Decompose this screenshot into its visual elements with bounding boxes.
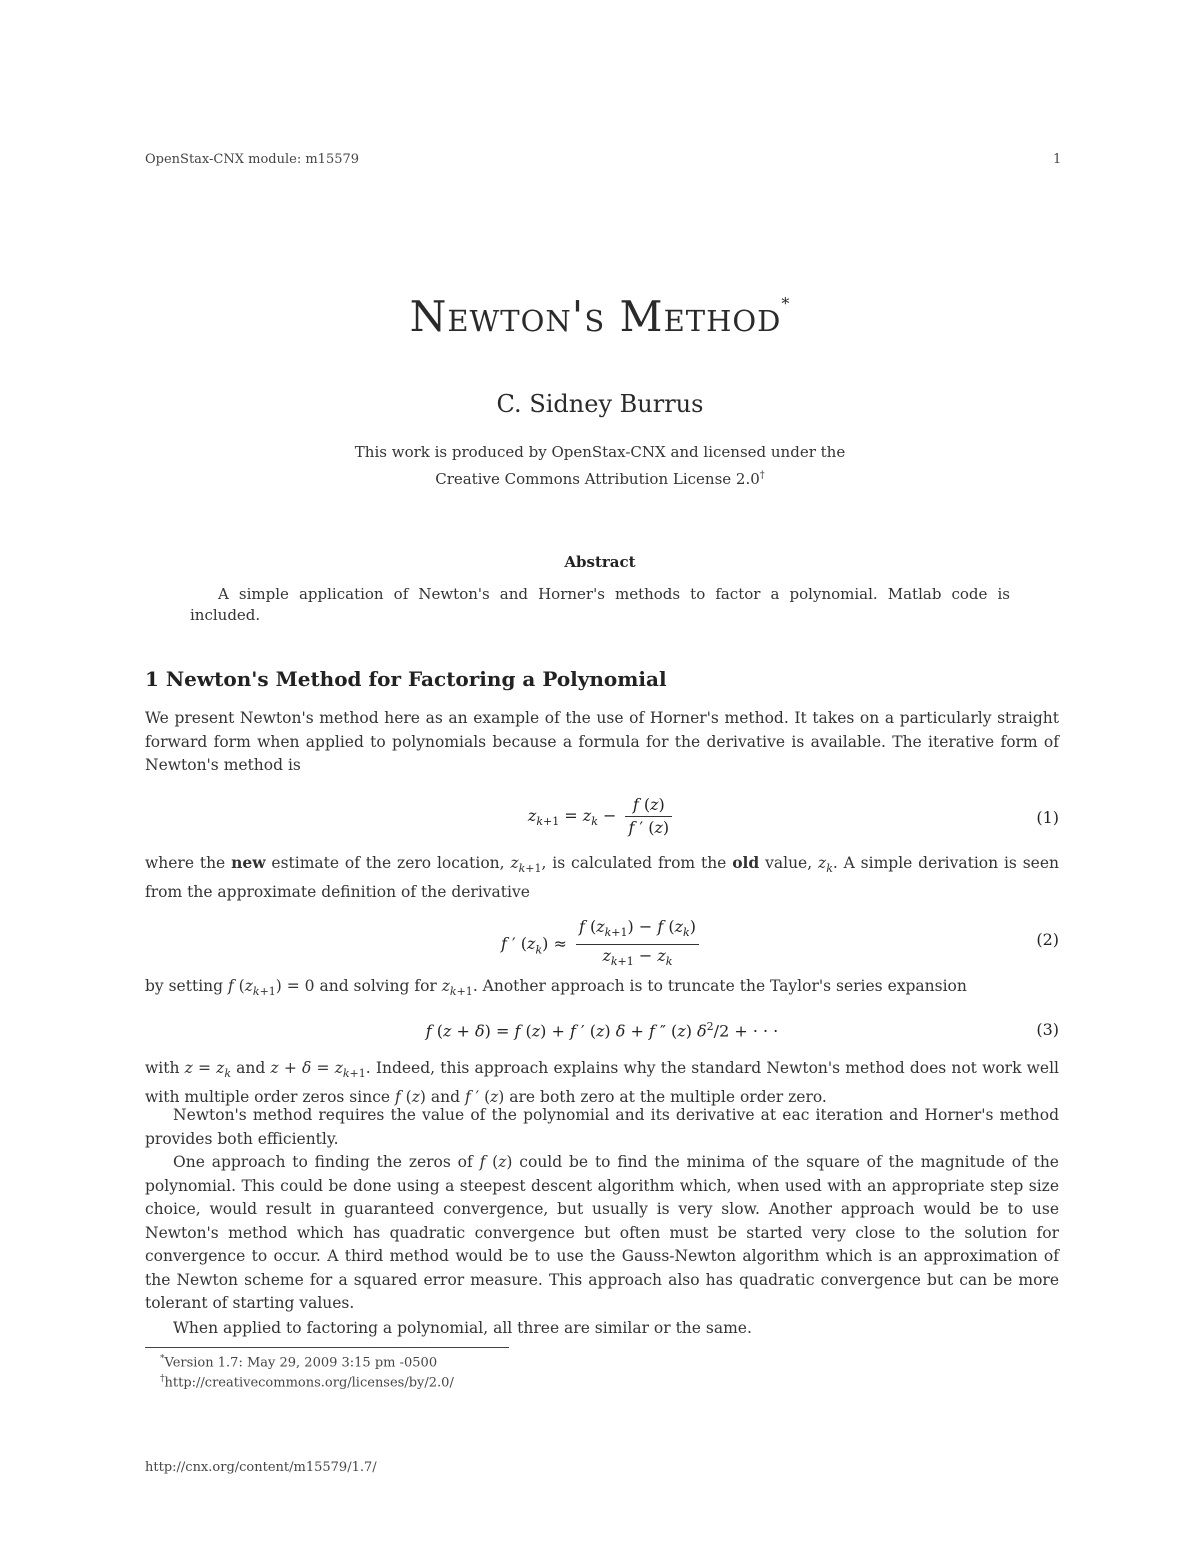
equation-2-formula: f ′ $(z_k)$ ≈ $\frac{f (z_{k+1}) - f (z_k)}{z_{k+1} - z_k}$ xyxy=(145,916,1059,973)
paragraph-7: When applied to factoring a polynomial, all three are similar or the same. xyxy=(173,1319,752,1337)
running-header-module: OpenStax-CNX module: m15579 xyxy=(145,152,360,167)
author: C. Sidney Burrus xyxy=(496,390,704,418)
paragraph-3: by setting f $(z_{k+1}) = 0$ and solving for $z_{k+1}$. Another approach is to truncate the Taylor's series expansion xyxy=(145,977,967,999)
footnote-2 xyxy=(160,1374,454,1390)
equation-2-number: (2) xyxy=(1036,930,1059,949)
equation-3 xyxy=(145,1020,1059,1050)
footnote-2-link[interactable]: http://creativecommons.org/licenses/by/2.0/ xyxy=(164,1375,454,1391)
equation-1 xyxy=(145,792,1059,852)
license-notice xyxy=(0,441,1200,491)
license-line-2: Creative Commons Attribution License 2.0† xyxy=(435,470,765,488)
equation-3-number: (3) xyxy=(1036,1020,1059,1039)
paragraph-5: Newton's method requires the value of the polynomial and its derivative at eac iteration and Horner's method provides both efficiently. xyxy=(145,1106,1059,1148)
paragraph-1: We present Newton's method here as an example of the use of Horner's method. It takes on a particularly straight forward form when applied to polynomials because a formula for the derivative is available. The iterative form of Newton's method is xyxy=(145,709,1059,774)
title-footnote-mark: * xyxy=(781,294,791,313)
footnote-rule xyxy=(145,1347,509,1348)
equation-1-number: (1) xyxy=(1036,808,1059,827)
paragraph-4: with $z = z_k$ and $z + \delta = z_{k+1}$. Indeed, this approach explains why the standard Newton's method does not work well with multiple order zeros since f (z) and f ′ (z) are both zero at the multiple order zero. xyxy=(145,1059,1060,1106)
paragraph-2: where the new estimate of the zero location, $z_{k+1}$, is calculated from the old value, $z_k$. A simple derivation is seen from the approximate definition of the derivative xyxy=(145,853,1060,901)
license-footnote-mark: † xyxy=(759,470,765,481)
equation-3-formula: f (z + δ) = f (z) + f ′ (z) δ + f ″ (z) $\delta^2/2$ + · · · xyxy=(425,1020,779,1041)
section-heading xyxy=(145,667,667,691)
equation-1-formula: $z_{k+1} = z_k$ − $\frac{f (z)}{f ' (z)}$ xyxy=(145,794,1059,839)
footnote-1-mark: * xyxy=(160,1354,165,1364)
document-title xyxy=(0,292,1200,341)
license-line-1: This work is produced by OpenStax-CNX and licensed under the xyxy=(354,443,846,461)
page-number: 1 xyxy=(1053,152,1062,167)
title-text: Newton's Method xyxy=(409,292,782,341)
section-title: Newton's Method for Factoring a Polynomial xyxy=(165,667,667,691)
paragraph-6: One approach to finding the zeros of f (z) could be to find the minima of the square of the magnitude of the polynomial. This could be done using a steepest descent algorithm which, when used with an appropriate step size choice, would result in guaranteed convergence, but usually is very slow. Another approach would be to use Newton's method which has quadratic convergence but often must be started very close to the solution for convergence to occur. A third method would be to use the Gauss-Newton algorithm which is an approximation of the Newton scheme for a squared error measure. This approach also has quadratic convergence but can be more tolerant of starting values. xyxy=(145,1153,1059,1312)
equation-2 xyxy=(145,914,1059,974)
section-number: 1 xyxy=(145,667,159,691)
footer-url[interactable]: http://cnx.org/content/m15579/1.7/ xyxy=(145,1460,377,1475)
footnote-1: *Version 1.7: May 29, 2009 3:15 pm -0500 xyxy=(160,1354,438,1371)
footnote-2-mark: † xyxy=(160,1374,165,1384)
abstract-text: A simple application of Newton's and Horner's methods to factor a polynomial. Matlab code is included. xyxy=(190,585,1010,624)
abstract-heading: Abstract xyxy=(564,553,636,571)
